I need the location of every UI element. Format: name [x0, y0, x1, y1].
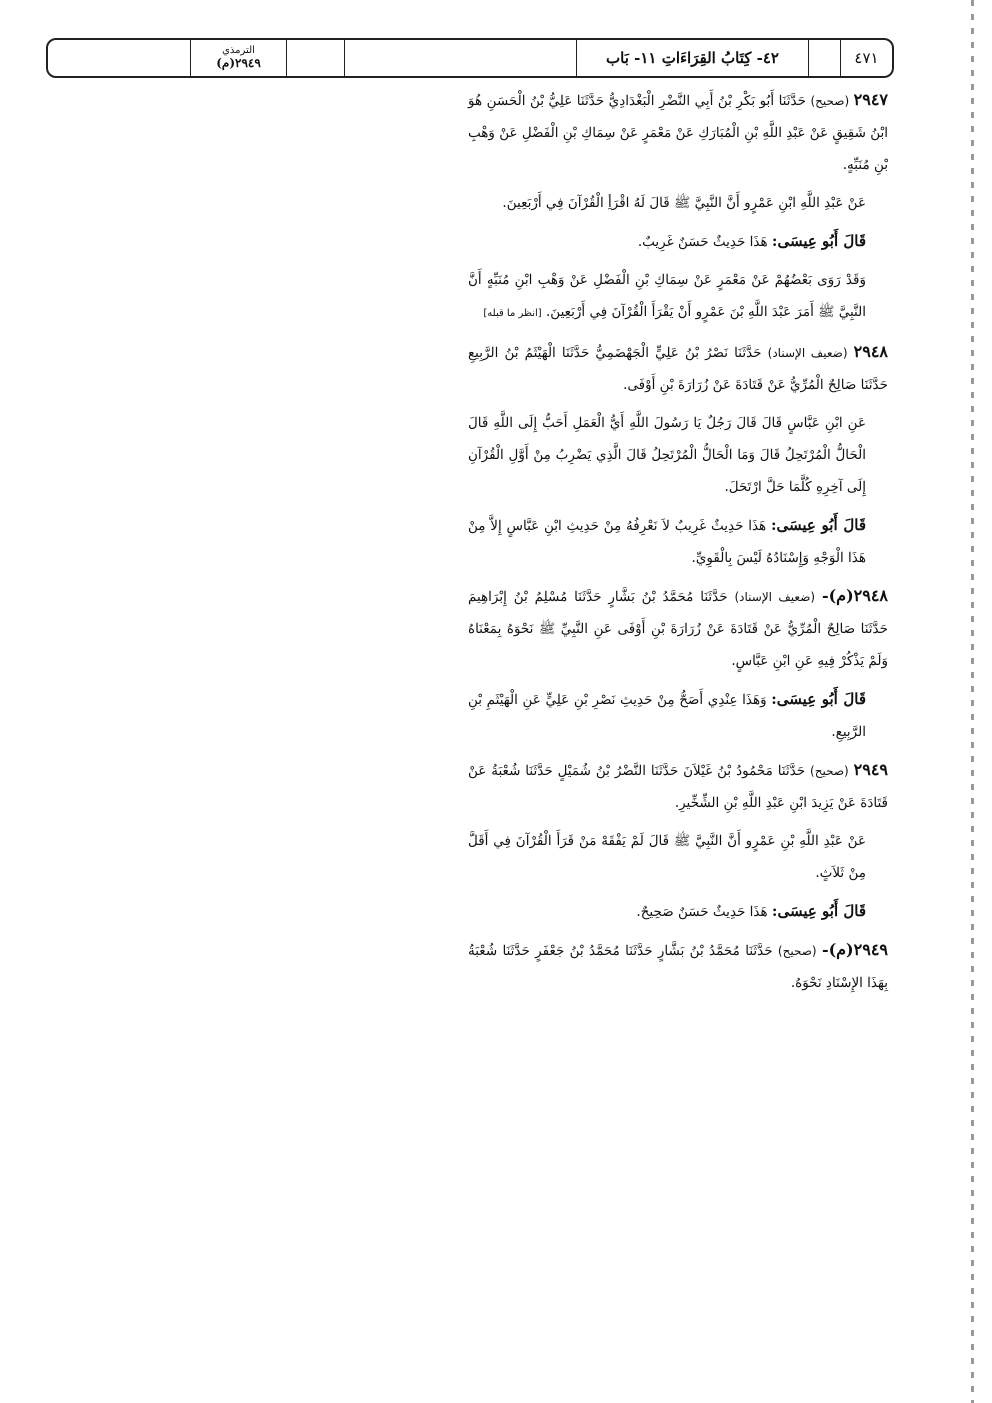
hadith-isnad	[468, 754, 888, 819]
hadith-matn: عَنْ عَبْدِ اللَّهِ ابْنِ عَمْرٍو أَنَّ النَّبِيَّ ﷺ قَالَ لَهُ اقْرَأِ الْقُرْآنَ فِي أَرْبَعِينَ.	[502, 195, 866, 211]
scan-edge-line	[971, 0, 974, 1403]
header-blank-cell	[808, 40, 840, 76]
hadith-comment	[468, 683, 888, 748]
main-text	[468, 84, 888, 1005]
hadith-matn: عَنْ عَبْدِ اللَّهِ بْنِ عَمْرٍو أَنَّ النَّبِيَّ ﷺ قَالَ لَمْ يَفْقَهْ مَنْ قَرَأَ الْقُرْآنَ فِي أَقَلَّ مِنْ ثَلاَثٍ.	[468, 833, 867, 881]
hadith-extra	[468, 264, 888, 330]
extra-note: [انظر ما قبله]	[483, 308, 542, 319]
comment-label: قَالَ أَبُو عِيسَى:	[771, 902, 866, 920]
isnad-text: حَدَّثَنَا نَصْرُ بْنُ عَلِيٍّ الْجَهْضَمِيُّ حَدَّثَنَا الْهَيْثَمُ بْنُ الرَّبِيعِ حَدَّثَنَا صَالِحٌ الْمُرِّيُّ عَنْ قَتَادَةَ عَنْ زُرَارَةَ بْنِ أَوْفَى.	[468, 345, 888, 393]
hadith-number: ٢٩٤٩	[853, 760, 889, 779]
isnad-text: حَدَّثَنَا أَبُو بَكْرِ بْنُ أَبِي النَّضْرِ الْبَغْدَادِيُّ حَدَّثَنَا عَلِيُّ بْنُ الْحَسَنِ هُوَ ابْنُ شَقِيقٍ عَنْ عَبْدِ اللَّهِ بْنِ الْمُبَارَكِ عَنْ مَعْمَرٍ عَنْ سِمَاكِ بْنِ الْفَضْلِ عَنْ وَهْبِ بْنِ مُنَبِّهٍ.	[468, 93, 888, 173]
comment-label: قَالَ أَبُو عِيسَى:	[771, 690, 866, 708]
isnad-text: حَدَّثَنَا مَحْمُودُ بْنُ غَيْلاَنَ حَدَّثَنَا النَّضْرُ بْنُ شُمَيْلٍ حَدَّثَنَا شُعْبَةُ عَنْ قَتَادَةَ عَنْ يَزِيدَ ابْنِ عَبْدِ اللَّهِ بْنِ الشِّخِّيرِ.	[468, 763, 888, 811]
hadith-comment	[468, 509, 888, 574]
hadith-grade: (ضعيف الإسناد)	[734, 590, 816, 604]
hadith-number: ٢٩٤٨	[853, 342, 889, 361]
hadith-number: ٢٩٤٧	[853, 90, 888, 109]
page-header	[46, 38, 894, 78]
comment-label: قَالَ أَبُو عِيسَى:	[771, 232, 866, 250]
hadith-grade: (ضعيف الإسناد)	[767, 346, 848, 360]
hadith-isnad	[468, 336, 888, 401]
isnad-text: حَدَّثَنَا مُحَمَّدُ بْنُ بَشَّارٍ حَدَّثَنَا مُحَمَّدُ بْنُ جَعْفَرٍ حَدَّثَنَا شُعْبَةُ بِهَذَا الإِسْنَادِ نَحْوَهُ.	[468, 943, 888, 991]
hadith-matn: عَنِ ابْنِ عَبَّاسٍ قَالَ قَالَ رَجُلٌ يَا رَسُولَ اللَّهِ أَيُّ الْعَمَلِ أَحَبُّ إِلَى اللَّهِ قَالَ الْحَالُّ الْمُرْتَحِلُ قَالَ وَمَا الْحَالُّ الْمُرْتَحِلُ قَالَ الَّذِي يَضْرِبُ مِنْ أَوَّلِ الْقُرْآنِ إِلَى آخِرِهِ كُلَّمَا حَلَّ ارْتَحَلَ.	[468, 415, 866, 495]
hadith-grade: (صحيح)	[777, 944, 817, 958]
hadith-comment	[468, 895, 888, 928]
hadith-grade: (صحيح)	[810, 764, 849, 778]
extra-text: وَقَدْ رَوَى بَعْضُهُمْ عَنْ مَعْمَرٍ عَنْ سِمَاكِ بْنِ الْفَضْلِ عَنْ وَهْبِ ابْنِ مُنَبِّهٍ أَنَّ النَّبِيَّ ﷺ أَمَرَ عَبْدَ اللَّهِ بْنَ عَمْرٍو أَنْ يَقْرَأَ الْقُرْآنَ فِي أَرْبَعِينَ.	[468, 272, 866, 320]
hadith-isnad	[468, 580, 888, 677]
page-number: ٤٧١	[840, 40, 892, 76]
header-blank-cell	[286, 40, 344, 76]
comment-text: هَذَا حَدِيثٌ حَسَنٌ صَحِيحٌ.	[636, 904, 768, 920]
hadith-reference	[190, 40, 286, 76]
hadith-number: ٢٩٤٩(م)-	[821, 940, 888, 959]
comment-text: وَهَذَا عِنْدِي أَصَحُّ مِنْ حَدِيثِ نَصْرِ بْنِ عَلِيٍّ عَنِ الْهَيْثَمِ بْنِ الرَّبِيعِ.	[468, 692, 866, 740]
hadith-isnad	[468, 84, 888, 181]
hadith-number: ٢٩٤٨(م)-	[821, 586, 889, 605]
comment-text: هَذَا حَدِيثٌ غَرِيبٌ لاَ نَعْرِفُهُ مِنْ حَدِيثِ ابْنِ عَبَّاسٍ إِلاَّ مِنْ هَذَا الْوَجْهِ وَإِسْنَادُهُ لَيْسَ بِالْقَوِيِّ.	[468, 518, 866, 566]
header-blank-cell	[344, 40, 576, 76]
hadith-comment	[468, 225, 888, 258]
reference-author: الترمذي	[222, 45, 255, 57]
comment-text: هَذَا حَدِيثٌ حَسَنٌ غَرِيبٌ.	[637, 234, 768, 250]
header-blank-cell	[48, 40, 190, 76]
isnad-text: حَدَّثَنَا مُحَمَّدُ بْنُ بَشَّارٍ حَدَّثَنَا مُسْلِمُ بْنُ إِبْرَاهِيمَ حَدَّثَنَا صَالِحٌ الْمُرِّيُّ عَنْ قَتَادَةَ عَنْ زُرَارَةَ بْنِ أَوْفَى عَنِ النَّبِيِّ ﷺ نَحْوَهُ بِمَعْنَاهُ وَلَمْ يَذْكُرْ فِيهِ عَنِ ابْنِ عَبَّاسٍ.	[468, 589, 888, 669]
hadith-isnad	[468, 934, 888, 999]
comment-label: قَالَ أَبُو عِيسَى:	[770, 516, 866, 534]
reference-number: ٢٩٤٩(م)	[216, 55, 261, 70]
chapter-title: ٤٢- كِتَابُ القِرَاءَاتِ ١١- بَاب	[576, 40, 808, 76]
hadith-grade: (صحيح)	[810, 94, 850, 108]
